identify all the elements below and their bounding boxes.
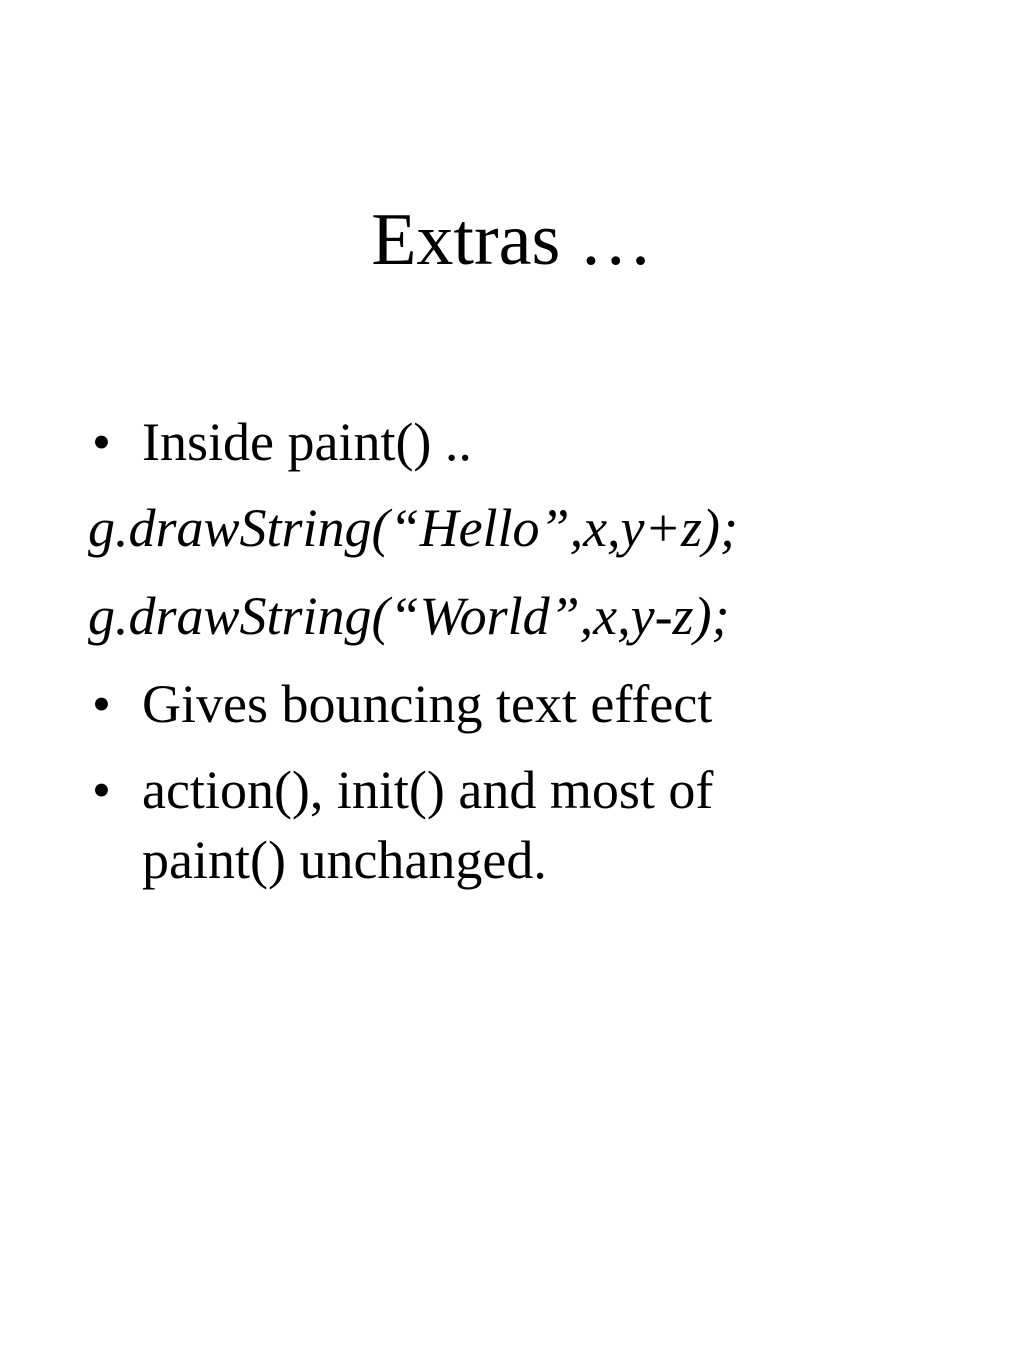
bullet-icon: • (92, 674, 111, 734)
bullet-icon: • (92, 760, 111, 820)
slide-title: Extras … (371, 199, 653, 281)
bullet-item-unchanged-line-1: action(), init() and most of (142, 760, 714, 820)
bullet-icon: • (92, 412, 111, 472)
code-line-hello: g.drawString(“Hello”,x,y+z); (88, 498, 738, 558)
bullet-item-inside-paint: Inside paint() .. (142, 412, 472, 472)
bullet-item-bouncing-text: Gives bouncing text effect (142, 674, 713, 734)
code-line-world: g.drawString(“World”,x,y-z); (88, 586, 730, 646)
bullet-item-unchanged-line-2: paint() unchanged. (142, 830, 547, 890)
